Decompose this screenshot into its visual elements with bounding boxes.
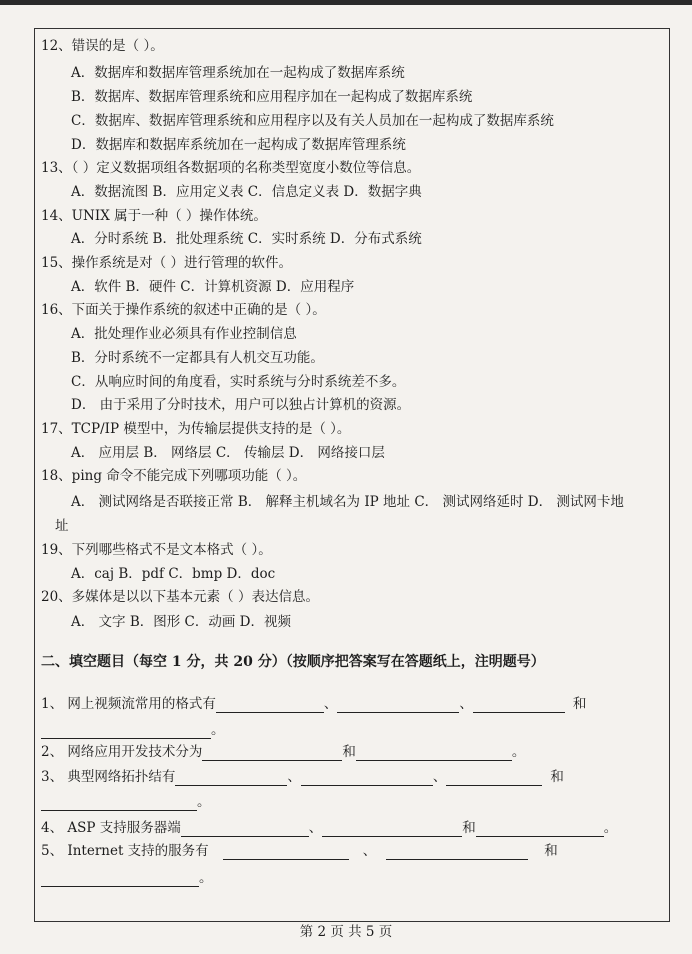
fill-3-end: 。 — [197, 794, 211, 810]
fill-blank-3-cont — [41, 793, 211, 811]
fill-5-prefix: 5、 Internet 支持的服务有 — [41, 843, 209, 859]
fill-2-and: 和 — [342, 744, 356, 760]
answer-blank — [202, 746, 342, 761]
question-16-option-c: C．从响应时间的角度看，实时系统与分时系统差不多。 — [71, 374, 406, 390]
answer-blank — [41, 724, 211, 739]
question-19-options: A．caj B．pdf C．bmp D．doc — [71, 566, 276, 582]
question-16-option-d: D． 由于采用了分时技术，用户可以独占计算机的资源。 — [71, 397, 411, 413]
question-12-stem: 12、错误的是（ ）。 — [41, 38, 164, 54]
question-16-option-a: A．批处理作业必须具有作业控制信息 — [71, 326, 297, 342]
page-number-footer: 第 2 页 共 5 页 — [299, 924, 393, 940]
fill-blank-4 — [41, 819, 617, 837]
answer-blank — [322, 822, 462, 837]
fill-5-sep1: 、 — [362, 843, 377, 859]
answer-blank — [473, 698, 565, 713]
answer-blank — [175, 771, 287, 786]
scan-top-edge — [0, 0, 692, 5]
answer-blank — [476, 822, 604, 837]
fill-1-and: 和 — [572, 696, 587, 712]
fill-5-and: 和 — [544, 843, 558, 859]
fill-blank-5-cont — [41, 869, 213, 887]
fill-2-end: 。 — [511, 744, 526, 760]
fill-1-sep1: 、 — [323, 696, 338, 712]
question-19-stem: 19、下列哪些格式不是文本格式（ ）。 — [41, 542, 272, 558]
fill-1-sep2: 、 — [459, 696, 473, 712]
fill-3-prefix: 3、 典型网络拓扑结有 — [41, 769, 176, 785]
answer-blank — [41, 872, 199, 887]
fill-blank-1 — [41, 695, 586, 713]
fill-blank-1-cont — [41, 721, 225, 739]
question-13-stem: 13、（ ）定义数据项组各数据项的名称类型宽度小数位等信息。 — [41, 160, 421, 176]
question-15-options: A．软件 B．硬件 C．计算机资源 D．应用程序 — [71, 279, 355, 295]
answer-blank — [181, 822, 309, 837]
fill-3-sep2: 、 — [432, 769, 447, 785]
fill-3-sep1: 、 — [287, 769, 301, 785]
fill-2-prefix: 2、 网络应用开发技术分为 — [41, 744, 203, 760]
fill-4-prefix: 4、 ASP 支持服务器端 — [41, 820, 181, 836]
fill-1-end: 。 — [211, 722, 225, 738]
fill-4-end: 。 — [603, 820, 618, 836]
question-18-options: A． 测试网络是否联接正常 B． 解释主机域名为 IP 地址 C． 测试网络延时 D． 测试网卡地 — [71, 494, 624, 510]
fill-1-prefix: 1、 网上视频流常用的格式有 — [41, 696, 216, 712]
answer-blank — [386, 845, 528, 860]
question-16-option-b: B．分时系统不一定都具有人机交互功能。 — [71, 350, 324, 366]
question-12-option-c: C．数据库、数据库管理系统和应用程序以及有关人员加在一起构成了数据库系统 — [71, 113, 554, 129]
answer-blank — [446, 771, 542, 786]
exam-page — [34, 28, 670, 922]
section-2-title: 二、填空题目（每空 1 分，共 20 分）（按顺序把答案写在答题纸上，注明题号） — [41, 654, 545, 670]
question-20-stem: 20、多媒体是以以下基本元素（ ）表达信息。 — [41, 589, 319, 605]
question-18-stem: 18、ping 命令不能完成下列哪项功能（ ）。 — [41, 468, 307, 484]
question-14-options: A．分时系统 B．批处理系统 C．实时系统 D．分布式系统 — [71, 231, 422, 247]
fill-blank-5 — [41, 842, 558, 860]
answer-blank — [301, 771, 433, 786]
answer-blank — [223, 845, 349, 860]
fill-blank-2 — [41, 743, 525, 761]
question-20-options: A． 文字 B．图形 C．动画 D．视频 — [71, 614, 291, 630]
question-13-options: A．数据流图 B．应用定义表 C．信息定义表 D．数据字典 — [71, 184, 422, 200]
fill-3-and: 和 — [550, 769, 564, 785]
fill-4-sep1: 、 — [308, 820, 323, 836]
question-18-options-wrap: 址 — [55, 518, 69, 534]
fill-blank-3 — [41, 768, 564, 786]
question-14-stem: 14、UNIX 属于一种（ ）操作体统。 — [41, 208, 267, 224]
question-16-stem: 16、下面关于操作系统的叙述中正确的是（ ）。 — [41, 302, 326, 318]
question-15-stem: 15、操作系统是对（ ）进行管理的软件。 — [41, 255, 292, 271]
question-12-option-b: B．数据库、数据库管理系统和应用程序加在一起构成了数据库系统 — [71, 89, 473, 105]
answer-blank — [356, 746, 512, 761]
question-17-stem: 17、TCP/IP 模型中，为传输层提供支持的是（ ）。 — [41, 421, 351, 437]
question-12-option-a: A．数据库和数据库管理系统加在一起构成了数据库系统 — [71, 65, 405, 81]
answer-blank — [216, 698, 324, 713]
question-12-option-d: D．数据库和数据库系统加在一起构成了数据库管理系统 — [71, 137, 406, 153]
fill-5-end: 。 — [199, 870, 213, 886]
answer-blank — [41, 796, 197, 811]
question-17-options: A． 应用层 B． 网络层 C． 传输层 D． 网络接口层 — [71, 445, 385, 461]
answer-blank — [337, 698, 459, 713]
fill-4-and: 和 — [462, 820, 476, 836]
